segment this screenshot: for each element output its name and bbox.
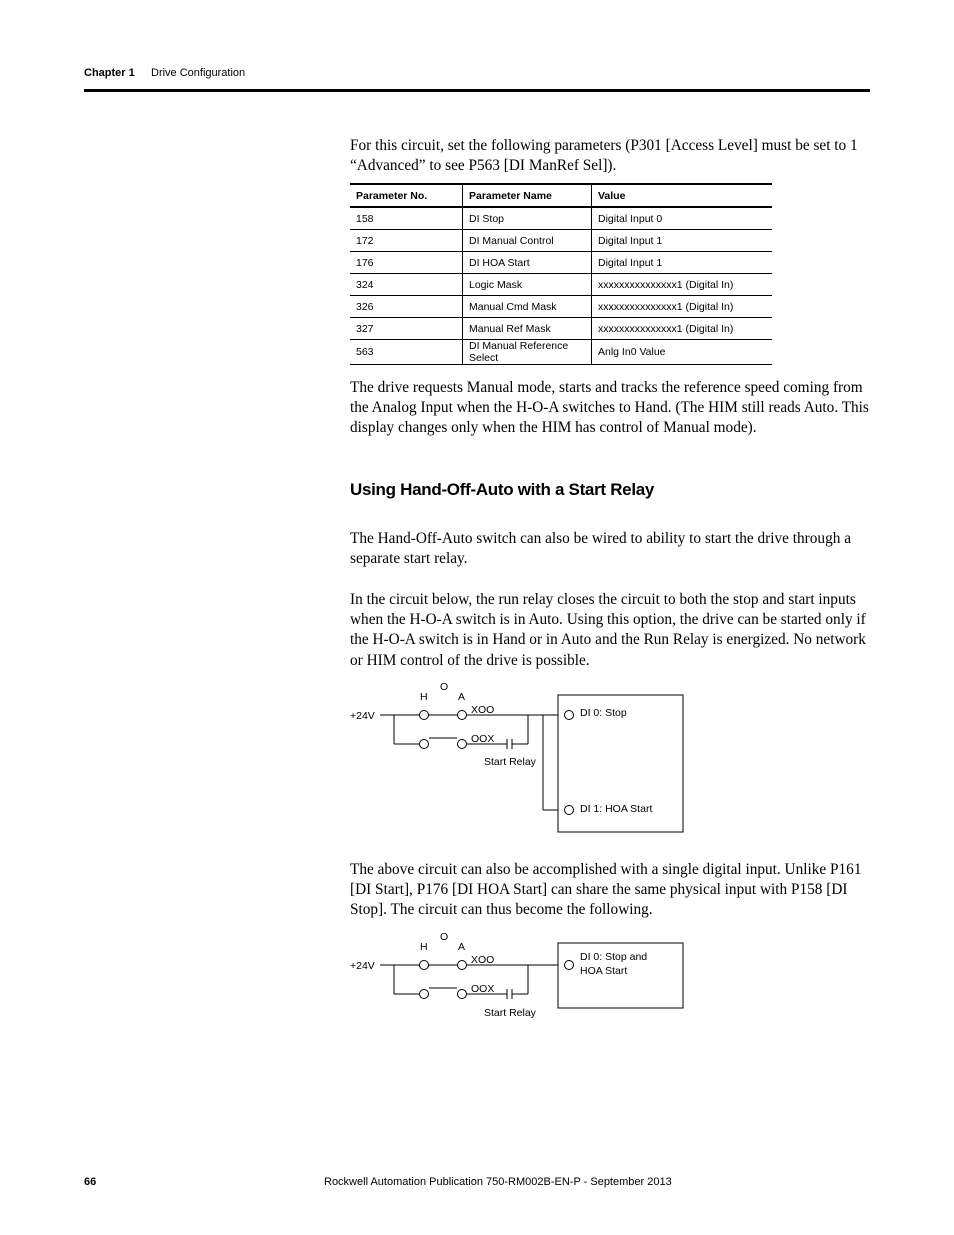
hoa-contact-circle	[458, 990, 467, 999]
publication-info: Rockwell Automation Publication 750-RM002B-EN-P - September 2013	[324, 1176, 672, 1188]
oox-label: OOX	[471, 983, 495, 995]
manual-mode-paragraph: The drive requests Manual mode, starts and tracks the reference speed coming from the Analog Input when the H-O-A switches to Hand. (The HIM still reads Auto. This display changes only when the HIM has control of Manual mode).	[350, 379, 869, 437]
table-row	[350, 274, 772, 296]
hoa-contact-circle	[420, 961, 429, 970]
hoa-contact-circle	[458, 740, 467, 749]
hoa-contact-circle	[458, 961, 467, 970]
intro-paragraph: For this circuit, set the following parameters (P301 [Access Level] must be set to 1 “Advanced” to see P563 [DI ManRef Sel]).	[350, 137, 858, 175]
auto-label: A	[458, 691, 466, 703]
di0-label-line1: DI 0: Stop and	[580, 951, 648, 963]
relay-detail-paragraph: In the circuit below, the run relay closes the circuit to both the stop and start inputs when the H-O-A switch is in Auto. Using this option, the drive can be started only if the H-O-A switch is in Hand or in Auto and the Run Relay is energized. No network or HIM control of the drive is possible.	[350, 591, 866, 669]
single-input-paragraph: The above circuit can also be accomplished with a single digital input. Unlike P161 [DI Start], P176 [DI HOA Start] can share the same physical input with P158 [DI Stop]. The circuit can thus become the following.	[350, 861, 862, 919]
param-no: 158	[350, 207, 463, 230]
hoa-start-relay-diagram	[340, 675, 700, 840]
param-name: Manual Ref Mask	[463, 318, 592, 340]
column-header: Parameter No.	[350, 184, 463, 207]
table-row	[350, 340, 772, 365]
hand-label: H	[420, 691, 428, 703]
param-no: 563	[350, 340, 463, 365]
param-name: DI Manual Reference Select	[463, 340, 592, 365]
column-header: Value	[592, 184, 773, 207]
param-value: xxxxxxxxxxxxxxx1 (Digital In)	[592, 296, 773, 318]
param-no: 326	[350, 296, 463, 318]
section-heading: Using Hand-Off-Auto with a Start Relay	[350, 480, 655, 499]
table-header-row	[350, 184, 772, 207]
param-value: Anlg In0 Value	[592, 340, 773, 365]
table-row	[350, 296, 772, 318]
header-section: Drive Configuration	[151, 67, 246, 79]
table-row	[350, 207, 772, 230]
param-name: DI Manual Control	[463, 230, 592, 252]
hand-label: H	[420, 941, 428, 953]
param-no: 176	[350, 252, 463, 274]
param-name: Manual Cmd Mask	[463, 296, 592, 318]
di0-label: DI 0: Stop	[580, 707, 627, 719]
supply-label: +24V	[350, 710, 375, 722]
parameter-table	[350, 183, 772, 365]
param-name: DI HOA Start	[463, 252, 592, 274]
di1-label: DI 1: HOA Start	[580, 803, 653, 815]
param-value: xxxxxxxxxxxxxxx1 (Digital In)	[592, 318, 773, 340]
param-no: 172	[350, 230, 463, 252]
hoa-contact-circle	[420, 711, 429, 720]
terminal-circle	[565, 806, 574, 815]
param-value: xxxxxxxxxxxxxxx1 (Digital In)	[592, 274, 773, 296]
column-header: Parameter Name	[463, 184, 592, 207]
start-relay-label: Start Relay	[484, 756, 536, 768]
hoa-single-input-diagram	[340, 925, 700, 1025]
param-value: Digital Input 1	[592, 252, 773, 274]
page-number: 66	[84, 1176, 97, 1188]
param-value: Digital Input 0	[592, 207, 773, 230]
relay-intro-paragraph: The Hand-Off-Auto switch can also be wired to ability to start the drive through a separate start relay.	[350, 530, 851, 568]
param-value: Digital Input 1	[592, 230, 773, 252]
xoo-label: XOO	[471, 704, 495, 716]
di0-label-line2: HOA Start	[580, 965, 628, 977]
supply-label: +24V	[350, 960, 375, 972]
terminal-circle	[565, 961, 574, 970]
param-name: DI Stop	[463, 207, 592, 230]
auto-label: A	[458, 941, 466, 953]
param-name: Logic Mask	[463, 274, 592, 296]
off-label: O	[440, 681, 449, 693]
off-label: O	[440, 931, 449, 943]
xoo-label: XOO	[471, 954, 495, 966]
table-row	[350, 318, 772, 340]
table-row	[350, 252, 772, 274]
param-no: 327	[350, 318, 463, 340]
oox-label: OOX	[471, 733, 495, 745]
hoa-contact-circle	[458, 711, 467, 720]
start-relay-label: Start Relay	[484, 1007, 536, 1019]
header-rule	[84, 89, 870, 92]
table-row	[350, 230, 772, 252]
param-no: 324	[350, 274, 463, 296]
header-chapter: Chapter 1	[84, 67, 135, 79]
terminal-circle	[565, 711, 574, 720]
hoa-contact-circle	[420, 990, 429, 999]
hoa-contact-circle	[420, 740, 429, 749]
